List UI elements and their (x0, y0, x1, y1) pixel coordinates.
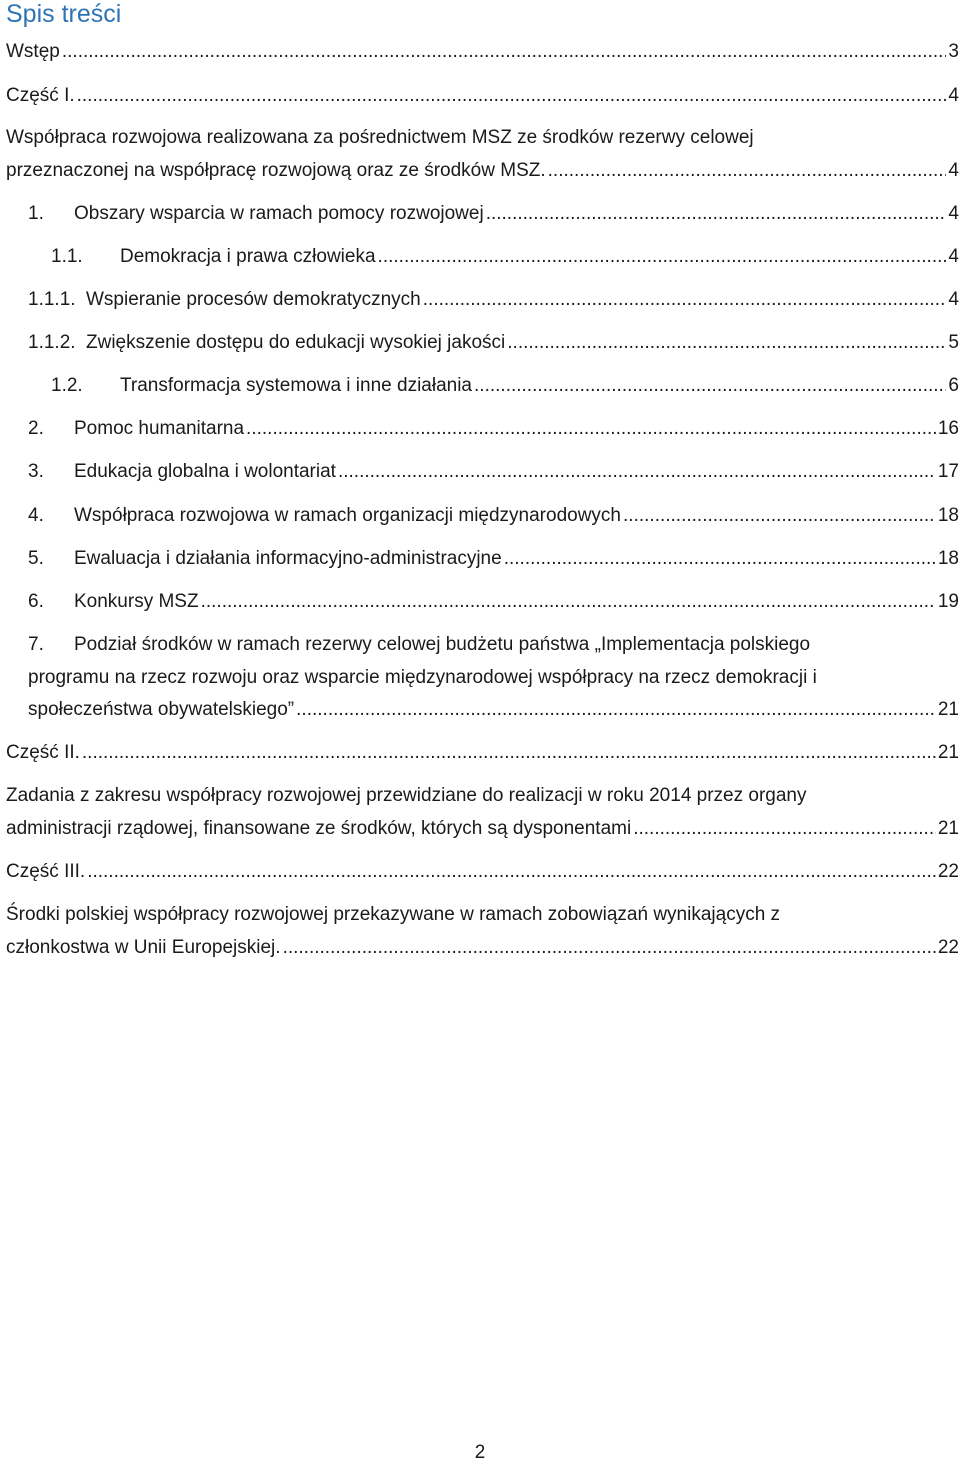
toc-entry-title-line[interactable]: Środki polskiej współpracy rozwojowej przekazywane w ramach zobowiązań wynikających z (6, 904, 781, 925)
toc-entry-1-2[interactable] (51, 375, 959, 397)
toc-leader-dots (201, 591, 936, 613)
toc-entry-page: 21 (937, 699, 959, 720)
toc-entry-title: Współpraca rozwojowa w ramach organizacji międzynarodowych (74, 505, 622, 526)
toc-entry-page: 21 (937, 818, 959, 839)
toc-entry-page: 21 (937, 742, 959, 763)
toc-entry-title: Demokracja i prawa człowieka (120, 246, 376, 267)
toc-entry-title: Ewaluacja i działania informacyjno-administracyjne (74, 548, 502, 569)
toc-entry-page: 16 (937, 418, 959, 439)
toc-entry-title: członkostwa w Unii Europejskiej. (6, 937, 281, 958)
toc-entry-title-line[interactable]: Współpraca rozwojowa realizowana za pośrednictwem MSZ ze środków rezerwy celowej (6, 127, 754, 148)
toc-entry-title: administracji rządowej, finansowane ze środków, których są dysponentami (6, 818, 632, 839)
toc-entry-czesc-2[interactable] (6, 742, 959, 764)
toc-entry-title: Część III. (6, 861, 86, 882)
toc-entry-wstep[interactable] (6, 41, 959, 63)
toc-entry-page: 22 (937, 861, 959, 882)
toc-leader-dots (378, 246, 947, 268)
toc-entry-1-1[interactable] (51, 246, 959, 268)
toc-entry-6[interactable] (28, 591, 959, 613)
toc-entry-7[interactable] (28, 699, 959, 721)
toc-leader-dots (486, 203, 947, 225)
toc-entry-title: Transformacja systemowa i inne działania (120, 375, 473, 396)
toc-entry-title-line[interactable]: programu na rzecz rozwoju oraz wsparcie międzynarodowej współpracy na rzecz demokracji i (28, 667, 817, 688)
toc-entry-czesc-1[interactable] (6, 85, 959, 107)
toc-entry-number: 1.1. (51, 246, 83, 267)
toc-entry-title: przeznaczonej na współpracę rozwojową oraz ze środków MSZ. (6, 160, 546, 181)
toc-leader-dots (548, 160, 947, 182)
toc-entry-title: Wstęp (6, 41, 60, 62)
toc-entry-title: Obszary wsparcia w ramach pomocy rozwojowej (74, 203, 484, 224)
toc-entry-5[interactable] (28, 548, 959, 570)
toc-leader-dots (296, 699, 936, 721)
toc-leader-dots (504, 548, 936, 570)
toc-entry-title: Wspieranie procesów demokratycznych (86, 289, 421, 310)
toc-entry-title-line[interactable]: Zadania z zakresu współpracy rozwojowej przewidziane do realizacji w roku 2014 przez organy (6, 785, 807, 806)
toc-heading: Spis treści (6, 0, 122, 28)
toc-leader-dots (62, 41, 947, 63)
toc-entry-zadania[interactable] (6, 818, 959, 840)
toc-entry-number: 1. (28, 203, 44, 224)
toc-entry-1-1-2[interactable] (28, 332, 959, 354)
toc-entry-title: Edukacja globalna i wolontariat (74, 461, 336, 482)
toc-leader-dots (507, 332, 946, 354)
toc-entry-title: Część I. (6, 85, 75, 106)
toc-entry-page: 19 (937, 591, 959, 612)
toc-entry-page: 4 (948, 160, 959, 181)
toc-entry-3[interactable] (28, 461, 959, 483)
toc-entry-title: Konkursy MSZ (74, 591, 199, 612)
toc-entry-1[interactable] (28, 203, 959, 225)
toc-entry-page: 4 (948, 246, 959, 267)
toc-entry-page: 22 (937, 937, 959, 958)
toc-entry-czesc-3[interactable] (6, 861, 959, 883)
toc-entry-title: Pomoc humanitarna (74, 418, 245, 439)
toc-leader-dots (246, 418, 936, 440)
toc-entry-srodki[interactable] (6, 937, 959, 959)
toc-entry-2[interactable] (28, 418, 959, 440)
toc-entry-wspolpraca-msz[interactable] (6, 160, 959, 182)
toc-entry-number: 5. (28, 548, 44, 569)
toc-leader-dots (423, 289, 947, 311)
toc-entry-page: 17 (937, 461, 959, 482)
toc-leader-dots (77, 85, 947, 107)
toc-entry-4[interactable] (28, 505, 959, 527)
toc-entry-page: 4 (948, 289, 959, 310)
toc-entry-page: 18 (937, 548, 959, 569)
toc-entry-title: Zwiększenie dostępu do edukacji wysokiej jakości (86, 332, 506, 353)
toc-entry-title-line: Podział środków w ramach rezerwy celowej budżetu państwa „Implementacja polskiego (74, 634, 811, 655)
toc-leader-dots (82, 742, 936, 764)
toc-entry-1-1-1[interactable] (28, 289, 959, 311)
toc-entry-number: 6. (28, 591, 44, 612)
toc-leader-dots (474, 375, 946, 397)
toc-entry-page: 6 (948, 375, 959, 396)
toc-leader-dots (623, 505, 936, 527)
toc-entry-title: Część II. (6, 742, 80, 763)
toc-leader-dots (87, 861, 936, 883)
toc-entry-number: 7. (28, 634, 44, 655)
toc-entry-number: 4. (28, 505, 44, 526)
toc-leader-dots (633, 818, 936, 840)
toc-leader-dots (338, 461, 936, 483)
toc-entry-page: 18 (937, 505, 959, 526)
toc-entry-number: 1.1.2. (28, 332, 76, 353)
toc-entry-title: społeczeństwa obywatelskiego” (28, 699, 295, 720)
toc-entry-page: 4 (948, 203, 959, 224)
toc-entry-number: 2. (28, 418, 44, 439)
toc-entry-number: 3. (28, 461, 44, 482)
toc-entry-page: 4 (948, 85, 959, 106)
toc-leader-dots (283, 937, 936, 959)
toc-entry-number: 1.1.1. (28, 289, 76, 310)
toc-entry-number: 1.2. (51, 375, 83, 396)
toc-entry-page: 3 (948, 41, 959, 62)
toc-entry-page: 5 (948, 332, 959, 353)
page-number: 2 (474, 1442, 486, 1463)
toc-entry-7-line-1[interactable] (28, 634, 810, 656)
